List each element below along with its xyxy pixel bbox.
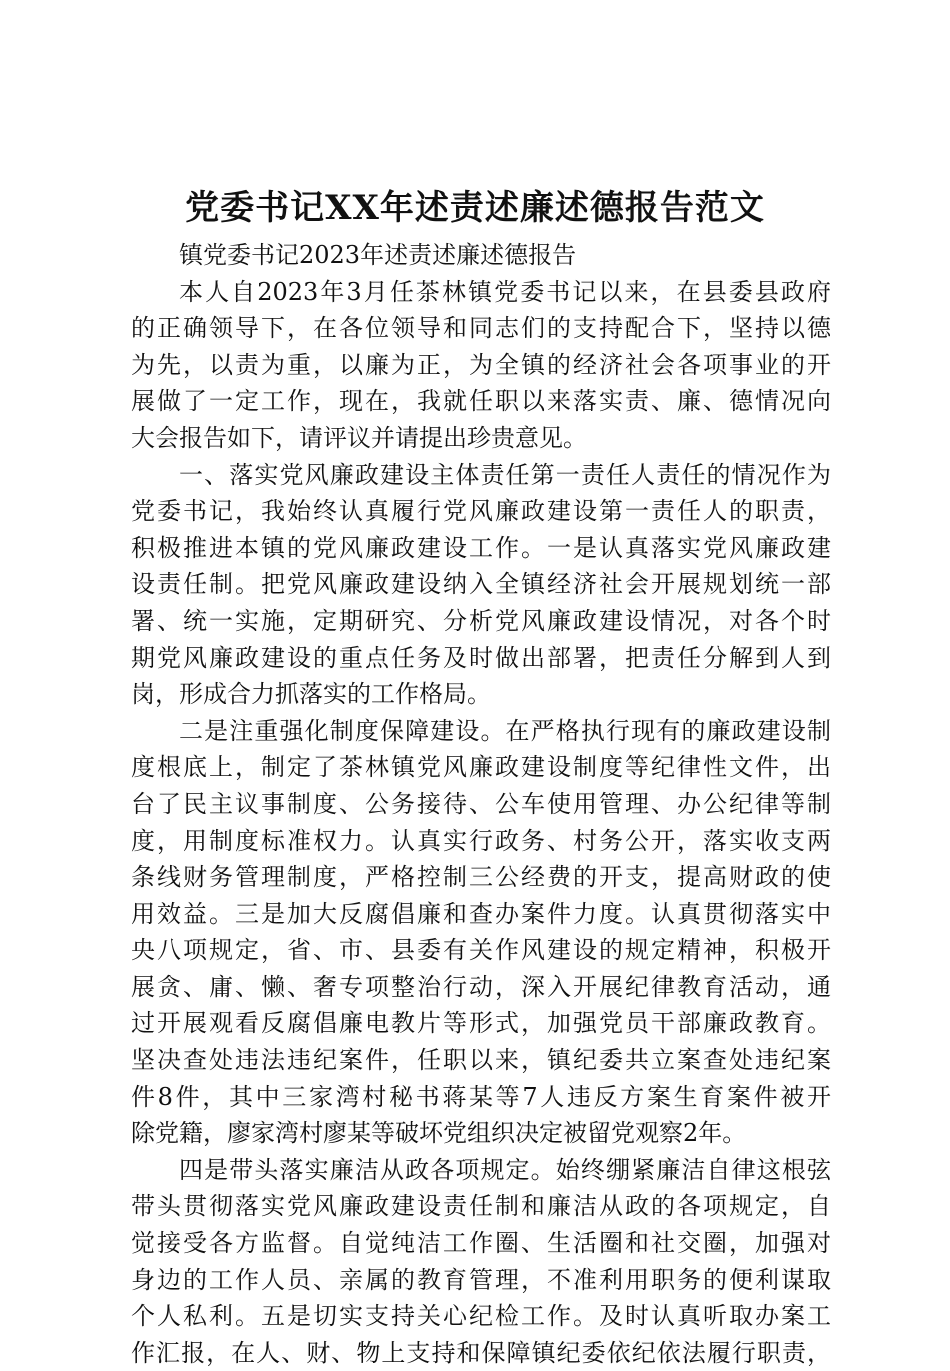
text-line: 展做了一定工作，现在，我就任职以来落实责、廉、德情况向	[131, 387, 831, 416]
text-line: 为先，以责为重，以廉为正，为全镇的经济社会各项事业的开	[131, 350, 831, 379]
text-line: 大会报告如下，请评议并请提出珍贵意见。	[131, 423, 587, 452]
text-line: 件8件，其中三家湾村秘书蒋某等7人违反方案生育案件被开	[131, 1082, 831, 1111]
text-line: 期党风廉政建设的重点任务及时做出部署，把责任分解到人到	[131, 643, 831, 672]
text-line: 作汇报，在人、财、物上支持和保障镇纪委依纪依法履行职责，	[131, 1338, 831, 1367]
text-line: 二是注重强化制度保障建设。在严格执行现有的廉政建设制	[179, 716, 831, 745]
text-line: 除党籍，廖家湾村廖某等破坏党组织决定被留党观察2年。	[131, 1119, 747, 1148]
text-line: 积极推进本镇的党风廉政建设工作。一是认真落实党风廉政建	[131, 533, 831, 562]
text-line: 镇党委书记2023年述责述廉述德报告	[179, 241, 577, 269]
text-line: 度根底上，制定了茶林镇党风廉政建设制度等纪律性文件，出	[131, 753, 831, 782]
text-line: 过开展观看反腐倡廉电教片等形式，加强党员干部廉政教育。	[131, 1009, 831, 1038]
text-line: 四是带头落实廉洁从政各项规定。始终绷紧廉洁自律这根弦	[179, 1155, 831, 1184]
document-title: 党委书记XX年述责述廉述德报告范文	[185, 188, 765, 228]
text-line: 坚决查处违法违纪案件，任职以来，镇纪委共立案查处违纪案	[131, 1046, 831, 1075]
text-line: 央八项规定，省、市、县委有关作风建设的规定精神，积极开	[131, 936, 831, 965]
text-line: 本人自2023年3月任茶林镇党委书记以来，在县委县政府	[179, 277, 831, 306]
document-body	[131, 237, 831, 1371]
text-line: 党委书记，我始终认真履行党风廉政建设第一责任人的职责，	[131, 497, 831, 526]
text-line: 度，用制度标准权力。认真实行政务、村务公开，落实收支两	[131, 826, 831, 855]
text-line: 带头贯彻落实党风廉政建设责任制和廉洁从政的各项规定，自	[131, 1192, 831, 1221]
text-line: 条线财务管理制度，严格控制三公经费的开支，提高财政的使	[131, 863, 831, 892]
text-line: 台了民主议事制度、公务接待、公车使用管理、办公纪律等制	[131, 789, 831, 818]
text-line: 个人私利。五是切实支持关心纪检工作。及时认真听取办案工	[131, 1302, 831, 1331]
text-line: 用效益。三是加大反腐倡廉和查办案件力度。认真贯彻落实中	[131, 899, 831, 928]
text-line: 展贪、庸、懒、奢专项整治行动，深入开展纪律教育活动，通	[131, 972, 831, 1001]
text-line: 设责任制。把党风廉政建设纳入全镇经济社会开展规划统一部	[131, 570, 831, 599]
text-line: 岗，形成合力抓落实的工作格局。	[131, 680, 491, 709]
text-line: 觉接受各方监督。自觉纯洁工作圈、生活圈和社交圈，加强对	[131, 1229, 831, 1258]
text-line: 身边的工作人员、亲属的教育管理，不准利用职务的便利谋取	[131, 1265, 831, 1294]
text-line: 一、落实党风廉政建设主体责任第一责任人责任的情况作为	[179, 460, 831, 489]
text-line: 署、统一实施，定期研究、分析党风廉政建设情况，对各个时	[131, 606, 831, 635]
text-line: 的正确领导下，在各位领导和同志们的支持配合下，坚持以德	[131, 314, 831, 343]
